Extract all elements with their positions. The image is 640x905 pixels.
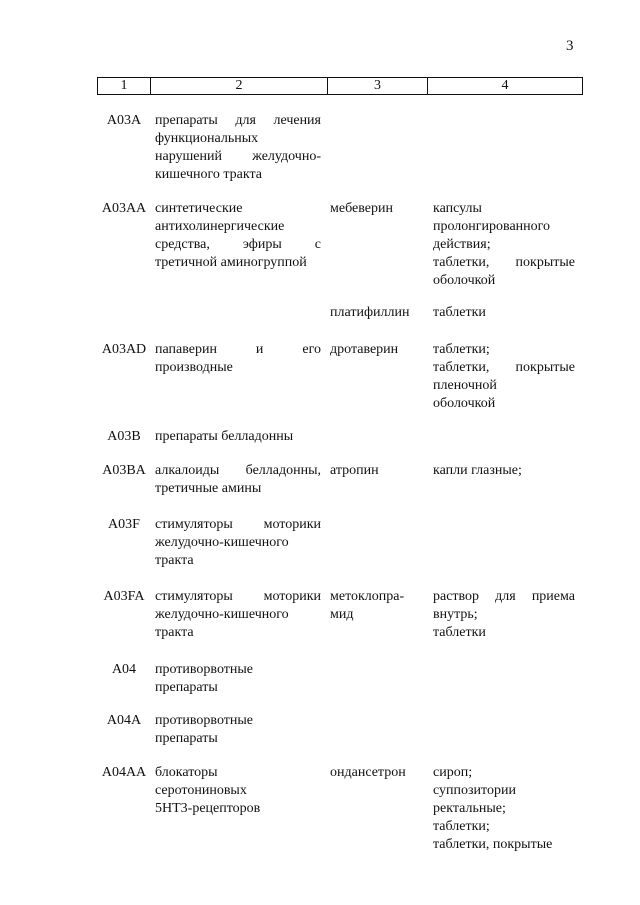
atc-group-name bbox=[155, 428, 321, 446]
header-col-3: 3 bbox=[327, 78, 427, 94]
dosage-form-line: оболочкой bbox=[433, 396, 496, 411]
dosage-form-line: суппозитории bbox=[433, 783, 516, 798]
header-col-4: 4 bbox=[427, 78, 582, 94]
atc-group-name-line: желудочно-кишечного bbox=[155, 535, 289, 550]
atc-group-name-line: противорвотные bbox=[155, 713, 253, 728]
atc-group-name bbox=[155, 588, 321, 642]
page-number: 3 bbox=[566, 38, 574, 54]
dosage-form-line: сироп; bbox=[433, 765, 473, 780]
dosage-form bbox=[433, 341, 575, 413]
dosage-form-line: пленочной bbox=[433, 378, 497, 393]
atc-group-name-line: антихолинергические bbox=[155, 219, 285, 234]
atc-group-name bbox=[155, 462, 321, 498]
atc-group-name-line: препараты bbox=[155, 680, 218, 695]
atc-group-name-line: кишечного тракта bbox=[155, 167, 262, 182]
atc-group-name-line: нарушений желудочно- bbox=[155, 149, 321, 164]
drug-name-line: мебеверин bbox=[330, 201, 393, 216]
dosage-form-line: раствор для приема bbox=[433, 589, 575, 604]
atc-group-name-line: синтетические bbox=[155, 201, 243, 216]
drug-name bbox=[330, 462, 424, 480]
drug-name-line: атропин bbox=[330, 463, 379, 478]
atc-group-name bbox=[155, 661, 321, 697]
atc-code: A03FA bbox=[103, 589, 145, 604]
dosage-form-line: таблетки bbox=[433, 305, 486, 320]
dosage-form-line: таблетки, покрытые bbox=[433, 255, 575, 270]
atc-group-name bbox=[155, 712, 321, 748]
dosage-form-line: оболочкой bbox=[433, 273, 496, 288]
atc-group-name-line: производные bbox=[155, 360, 233, 375]
atc-group-name-line: папаверин и его bbox=[155, 342, 321, 357]
drug-name-line: платифиллин bbox=[330, 305, 410, 320]
atc-code: A03A bbox=[106, 113, 142, 128]
atc-code: A03AA bbox=[101, 201, 147, 216]
atc-group-name bbox=[155, 200, 321, 272]
atc-group-name-line: препараты белладонны bbox=[155, 429, 294, 444]
atc-group-name bbox=[155, 516, 321, 570]
atc-group-name-line: стимуляторы моторики bbox=[155, 589, 321, 604]
dosage-form-line: капли глазные; bbox=[433, 463, 522, 478]
atc-group-name-line: противорвотные bbox=[155, 662, 253, 677]
atc-group-name-line: препараты для лечения bbox=[155, 113, 321, 128]
atc-group-name-line: желудочно-кишечного bbox=[155, 607, 289, 622]
drug-name bbox=[330, 764, 424, 782]
drug-name bbox=[330, 200, 424, 218]
atc-group-name-line: алкалоиды белладонны, bbox=[155, 463, 321, 478]
dosage-form-line: таблетки; bbox=[433, 342, 490, 357]
atc-group-name bbox=[155, 764, 321, 818]
drug-name bbox=[330, 588, 424, 624]
table-header bbox=[97, 77, 583, 95]
drug-name-line: метоклопра- bbox=[330, 589, 405, 604]
dosage-form-line: ректальные; bbox=[433, 801, 506, 816]
atc-code: A03BA bbox=[102, 463, 146, 478]
atc-code: A04A bbox=[106, 713, 142, 728]
atc-group-name-line: препараты bbox=[155, 731, 218, 746]
dosage-form-line: таблетки bbox=[433, 625, 486, 640]
header-col-1: 1 bbox=[120, 78, 128, 93]
atc-group-name-line: тракта bbox=[155, 553, 194, 568]
atc-group-name-line: 5НТ3-рецепторов bbox=[155, 801, 261, 816]
drug-name bbox=[330, 341, 424, 359]
atc-group-name-line: третичной аминогруппой bbox=[155, 255, 307, 270]
atc-group-name-line: тракта bbox=[155, 625, 194, 640]
atc-code: A03F bbox=[108, 517, 140, 532]
dosage-form-line: таблетки; bbox=[433, 819, 490, 834]
dosage-form bbox=[433, 304, 575, 322]
atc-group-name-line: стимуляторы моторики bbox=[155, 517, 321, 532]
drug-name-line: ондансетрон bbox=[330, 765, 406, 780]
drug-name-line: дротаверин bbox=[330, 342, 399, 357]
atc-code: A03B bbox=[107, 429, 141, 444]
dosage-form-line: капсулы bbox=[433, 201, 482, 216]
dosage-form-line: таблетки, покрытые bbox=[433, 837, 553, 852]
atc-group-name-line: функциональных bbox=[155, 131, 259, 146]
dosage-form-line: пролонгированного bbox=[433, 219, 551, 234]
drug-name-line: мид bbox=[330, 607, 354, 622]
atc-code: A04AA bbox=[101, 765, 147, 780]
atc-code: A03AD bbox=[101, 342, 147, 357]
drug-name bbox=[330, 304, 424, 322]
dosage-form-line: внутрь; bbox=[433, 607, 478, 622]
atc-group-name-line: третичные амины bbox=[155, 481, 262, 496]
header-col-2: 2 bbox=[150, 78, 327, 94]
dosage-form bbox=[433, 200, 575, 290]
dosage-form bbox=[433, 764, 575, 854]
atc-group-name-line: серотониновых bbox=[155, 783, 247, 798]
dosage-form-line: таблетки, покрытые bbox=[433, 360, 575, 375]
atc-group-name bbox=[155, 341, 321, 377]
dosage-form-line: действия; bbox=[433, 237, 491, 252]
atc-code: A04 bbox=[111, 662, 137, 677]
atc-group-name-line: блокаторы bbox=[155, 765, 218, 780]
dosage-form bbox=[433, 462, 575, 480]
atc-group-name-line: средства, эфиры с bbox=[155, 237, 321, 252]
dosage-form bbox=[433, 588, 575, 642]
atc-group-name bbox=[155, 112, 321, 184]
